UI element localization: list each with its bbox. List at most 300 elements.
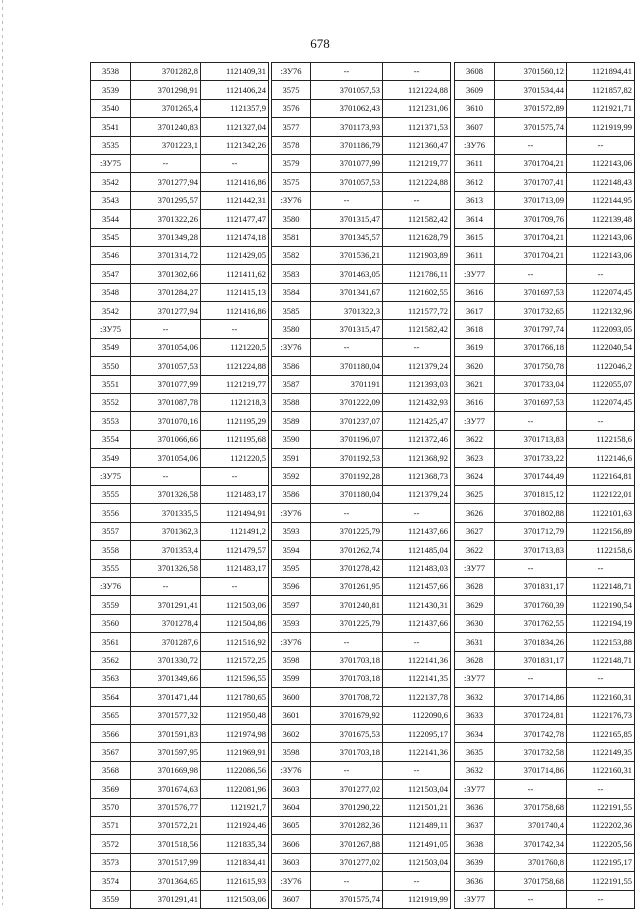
point-number-cell: 3632 (455, 688, 495, 706)
point-number-cell: 3546 (91, 246, 131, 264)
y-coordinate-cell: 1122194,19 (567, 614, 635, 632)
y-coordinate-cell: 1121950,48 (201, 706, 269, 724)
point-number-cell: 3596 (272, 577, 311, 595)
y-coordinate-cell: 1121602,55 (383, 283, 451, 301)
x-coordinate-cell: 3701330,72 (131, 651, 201, 669)
point-number-cell: :ЗУ77 (455, 890, 495, 908)
x-coordinate-cell: 3701831,17 (495, 651, 567, 669)
x-coordinate-cell: 3701225,79 (311, 614, 383, 632)
y-coordinate-cell: 1121224,88 (201, 357, 269, 375)
y-coordinate-cell: -- (383, 761, 451, 779)
table-row (455, 780, 635, 798)
point-number-cell: 3553 (91, 412, 131, 430)
x-coordinate-cell: 3701277,94 (131, 302, 201, 320)
x-coordinate-cell: 3701062,43 (311, 99, 383, 117)
table-row (272, 522, 451, 540)
x-coordinate-cell: 3701077,99 (131, 375, 201, 393)
x-coordinate-cell: 3701057,53 (311, 173, 383, 191)
table-row (272, 394, 451, 412)
table-row (91, 81, 269, 99)
y-coordinate-cell: 1122156,89 (567, 522, 635, 540)
y-coordinate-cell: 1122205,56 (567, 835, 635, 853)
point-number-cell: 3572 (91, 835, 131, 853)
table-row (455, 228, 635, 246)
table-row (91, 504, 269, 522)
x-coordinate-cell: -- (495, 669, 567, 687)
y-coordinate-cell: 1121437,66 (383, 614, 451, 632)
point-number-cell: :ЗУ76 (272, 872, 311, 890)
table-row (91, 743, 269, 761)
x-coordinate-cell: 3701282,36 (311, 817, 383, 835)
table-row (455, 320, 635, 338)
table-row (91, 283, 269, 301)
y-coordinate-cell: 1121327,04 (201, 118, 269, 136)
coordinates-table-right (454, 62, 635, 909)
x-coordinate-cell: 3701364,65 (131, 872, 201, 890)
x-coordinate-cell: 3701070,16 (131, 412, 201, 430)
y-coordinate-cell: 1121834,41 (201, 853, 269, 871)
y-coordinate-cell: 1121483,03 (383, 559, 451, 577)
x-coordinate-cell: 3701766,18 (495, 338, 567, 356)
y-coordinate-cell: -- (201, 467, 269, 485)
x-coordinate-cell: 3701815,12 (495, 485, 567, 503)
x-coordinate-cell: 3701463,05 (311, 265, 383, 283)
table-row (91, 357, 269, 375)
table-row (272, 320, 451, 338)
point-number-cell: 3614 (455, 210, 495, 228)
point-number-cell: 3598 (272, 743, 311, 761)
table-row (272, 559, 451, 577)
table-row (272, 504, 451, 522)
point-number-cell: 3569 (91, 780, 131, 798)
y-coordinate-cell: 1122158,6 (567, 430, 635, 448)
table-row (455, 504, 635, 522)
point-number-cell: 3562 (91, 651, 131, 669)
x-coordinate-cell: 3701240,83 (131, 118, 201, 136)
table-row (91, 872, 269, 890)
x-coordinate-cell: 3701054,06 (131, 449, 201, 467)
table-row (455, 338, 635, 356)
y-coordinate-cell: 1121503,06 (201, 596, 269, 614)
table-row (455, 688, 635, 706)
point-number-cell: :ЗУ76 (272, 338, 311, 356)
table-row (455, 375, 635, 393)
table-row (272, 357, 451, 375)
y-coordinate-cell: 1122046,2 (567, 357, 635, 375)
table-row (272, 835, 451, 853)
point-number-cell: 3556 (91, 504, 131, 522)
y-coordinate-cell: 1121503,04 (383, 780, 451, 798)
x-coordinate-cell: 3701713,09 (495, 191, 567, 209)
point-number-cell: :ЗУ75 (91, 154, 131, 172)
y-coordinate-cell: 1122055,07 (567, 375, 635, 393)
y-coordinate-cell: 1122143,06 (567, 154, 635, 172)
x-coordinate-cell: 3701326,58 (131, 559, 201, 577)
x-coordinate-cell: 3701314,72 (131, 246, 201, 264)
y-coordinate-cell: 1122149,35 (567, 743, 635, 761)
x-coordinate-cell: 3701534,44 (495, 81, 567, 99)
y-coordinate-cell: 1122160,31 (567, 688, 635, 706)
table-row (455, 449, 635, 467)
point-number-cell: 3551 (91, 375, 131, 393)
y-coordinate-cell: 1122143,06 (567, 228, 635, 246)
y-coordinate-cell: 1121921,71 (567, 99, 635, 117)
point-number-cell: 3587 (272, 375, 311, 393)
table-row (272, 283, 451, 301)
y-coordinate-cell: -- (383, 872, 451, 890)
table-row (272, 136, 451, 154)
point-number-cell: 3636 (455, 872, 495, 890)
x-coordinate-cell: 3701834,26 (495, 633, 567, 651)
point-number-cell: 3603 (272, 780, 311, 798)
y-coordinate-cell: 1122137,78 (383, 688, 451, 706)
y-coordinate-cell: 1121582,42 (383, 210, 451, 228)
y-coordinate-cell: 1121596,55 (201, 669, 269, 687)
point-number-cell: 3579 (272, 154, 311, 172)
y-coordinate-cell: 1121516,92 (201, 633, 269, 651)
y-coordinate-cell: 1121474,18 (201, 228, 269, 246)
point-number-cell: 3611 (455, 154, 495, 172)
table-row (91, 835, 269, 853)
coordinates-table-middle (271, 62, 451, 909)
point-number-cell: 3589 (272, 412, 311, 430)
point-number-cell: 3623 (455, 449, 495, 467)
y-coordinate-cell: -- (567, 412, 635, 430)
table-row (272, 467, 451, 485)
y-coordinate-cell: 1121503,04 (383, 853, 451, 871)
y-coordinate-cell: 1121615,93 (201, 872, 269, 890)
table-row (91, 265, 269, 283)
x-coordinate-cell: 3701054,06 (131, 338, 201, 356)
y-coordinate-cell: 1121371,53 (383, 118, 451, 136)
table-row (455, 154, 635, 172)
point-number-cell: 3566 (91, 725, 131, 743)
y-coordinate-cell: 1121218,3 (201, 394, 269, 412)
x-coordinate-cell: 3701724,81 (495, 706, 567, 724)
y-coordinate-cell: -- (567, 890, 635, 908)
point-number-cell: 3602 (272, 725, 311, 743)
table-row (455, 81, 635, 99)
y-coordinate-cell: -- (383, 63, 451, 81)
point-number-cell: 3632 (455, 761, 495, 779)
point-number-cell: 3549 (91, 449, 131, 467)
point-number-cell: 3564 (91, 688, 131, 706)
x-coordinate-cell: 3701576,77 (131, 798, 201, 816)
y-coordinate-cell: 1121572,25 (201, 651, 269, 669)
x-coordinate-cell: 3701277,02 (311, 853, 383, 871)
x-coordinate-cell: 3701732,58 (495, 743, 567, 761)
point-number-cell: :ЗУ76 (272, 191, 311, 209)
point-number-cell: 3622 (455, 541, 495, 559)
y-coordinate-cell: 1122191,55 (567, 872, 635, 890)
table-row (455, 63, 635, 81)
table-row (272, 761, 451, 779)
table-row (91, 761, 269, 779)
x-coordinate-cell: 3701679,92 (311, 706, 383, 724)
table-row (455, 118, 635, 136)
table-row (91, 688, 269, 706)
point-number-cell: 3544 (91, 210, 131, 228)
y-coordinate-cell: 1121504,86 (201, 614, 269, 632)
x-coordinate-cell: 3701697,53 (495, 394, 567, 412)
point-number-cell: 3610 (455, 99, 495, 117)
table-row (455, 283, 635, 301)
y-coordinate-cell: 1121393,03 (383, 375, 451, 393)
point-number-cell: :ЗУ76 (272, 633, 311, 651)
point-number-cell: 3573 (91, 853, 131, 871)
y-coordinate-cell: -- (567, 265, 635, 283)
x-coordinate-cell: 3701831,17 (495, 577, 567, 595)
point-number-cell: 3590 (272, 430, 311, 448)
x-coordinate-cell: 3701733,04 (495, 375, 567, 393)
table-row (91, 853, 269, 871)
point-number-cell: :ЗУ76 (91, 577, 131, 595)
point-number-cell: 3608 (455, 63, 495, 81)
table-row (91, 63, 269, 81)
table-row (455, 136, 635, 154)
x-coordinate-cell: 3701597,95 (131, 743, 201, 761)
y-coordinate-cell: 1122141,35 (383, 669, 451, 687)
y-coordinate-cell: -- (567, 136, 635, 154)
x-coordinate-cell: 3701669,98 (131, 761, 201, 779)
point-number-cell: 3559 (91, 596, 131, 614)
y-coordinate-cell: 1122074,45 (567, 283, 635, 301)
y-coordinate-cell: 1121477,47 (201, 210, 269, 228)
y-coordinate-cell: 1122144,95 (567, 191, 635, 209)
point-number-cell: 3635 (455, 743, 495, 761)
table-row (272, 118, 451, 136)
y-coordinate-cell: -- (201, 154, 269, 172)
x-coordinate-cell: 3701223,1 (131, 136, 201, 154)
table-row (455, 302, 635, 320)
y-coordinate-cell: -- (567, 669, 635, 687)
x-coordinate-cell: 3701575,74 (311, 890, 383, 908)
y-coordinate-cell: 1121220,5 (201, 449, 269, 467)
y-coordinate-cell: -- (383, 338, 451, 356)
x-coordinate-cell: -- (131, 577, 201, 595)
point-number-cell: 3584 (272, 283, 311, 301)
point-number-cell: 3619 (455, 338, 495, 356)
table-row (272, 173, 451, 191)
x-coordinate-cell: 3701712,79 (495, 522, 567, 540)
x-coordinate-cell: 3701703,18 (311, 651, 383, 669)
table-row (272, 412, 451, 430)
table-row (455, 835, 635, 853)
table-row (91, 99, 269, 117)
point-number-cell: :ЗУ76 (272, 63, 311, 81)
y-coordinate-cell: 1121835,34 (201, 835, 269, 853)
point-number-cell: 3565 (91, 706, 131, 724)
point-number-cell: 3542 (91, 173, 131, 191)
y-coordinate-cell: 1121503,06 (201, 890, 269, 908)
table-row (455, 798, 635, 816)
x-coordinate-cell: 3701572,21 (131, 817, 201, 835)
table-row (91, 559, 269, 577)
point-number-cell: 3616 (455, 394, 495, 412)
x-coordinate-cell: 3701222,09 (311, 394, 383, 412)
table-row (455, 173, 635, 191)
x-coordinate-cell: 3701713,83 (495, 430, 567, 448)
y-coordinate-cell: 1122146,6 (567, 449, 635, 467)
table-row (272, 669, 451, 687)
y-coordinate-cell: 1121485,04 (383, 541, 451, 559)
point-number-cell: :ЗУ77 (455, 669, 495, 687)
table-row (272, 246, 451, 264)
point-number-cell: 3577 (272, 118, 311, 136)
y-coordinate-cell: 1121442,31 (201, 191, 269, 209)
y-coordinate-cell: 1121231,06 (383, 99, 451, 117)
table-row (91, 614, 269, 632)
x-coordinate-cell: 3701675,53 (311, 725, 383, 743)
x-coordinate-cell: 3701353,4 (131, 541, 201, 559)
table-row (455, 394, 635, 412)
y-coordinate-cell: 1121921,7 (201, 798, 269, 816)
point-number-cell: 3593 (272, 614, 311, 632)
y-coordinate-cell: 1121425,47 (383, 412, 451, 430)
table-row (272, 338, 451, 356)
x-coordinate-cell: 3701087,78 (131, 394, 201, 412)
point-number-cell: 3593 (272, 522, 311, 540)
table-row (455, 577, 635, 595)
point-number-cell: 3576 (272, 99, 311, 117)
x-coordinate-cell: 3701186,79 (311, 136, 383, 154)
table-row (272, 798, 451, 816)
table-row (91, 651, 269, 669)
y-coordinate-cell: 1121372,46 (383, 430, 451, 448)
x-coordinate-cell: 3701290,22 (311, 798, 383, 816)
point-number-cell: 3597 (272, 596, 311, 614)
point-number-cell: 3611 (455, 246, 495, 264)
y-coordinate-cell: 1121220,5 (201, 338, 269, 356)
y-coordinate-cell: 1121429,05 (201, 246, 269, 264)
y-coordinate-cell: 1121430,31 (383, 596, 451, 614)
x-coordinate-cell: -- (495, 780, 567, 798)
x-coordinate-cell: 3701703,18 (311, 669, 383, 687)
y-coordinate-cell: 1121379,24 (383, 485, 451, 503)
x-coordinate-cell: 3701196,07 (311, 430, 383, 448)
point-number-cell: 3624 (455, 467, 495, 485)
point-number-cell: 3554 (91, 430, 131, 448)
table-row (91, 577, 269, 595)
table-row (91, 191, 269, 209)
x-coordinate-cell: 3701180,04 (311, 357, 383, 375)
point-number-cell: 3586 (272, 485, 311, 503)
x-coordinate-cell: 3701704,21 (495, 228, 567, 246)
point-number-cell: 3603 (272, 853, 311, 871)
x-coordinate-cell: 3701733,22 (495, 449, 567, 467)
x-coordinate-cell: 3701284,27 (131, 283, 201, 301)
y-coordinate-cell: 1121360,47 (383, 136, 451, 154)
y-coordinate-cell: 1121342,26 (201, 136, 269, 154)
y-coordinate-cell: 1122093,05 (567, 320, 635, 338)
y-coordinate-cell: 1121415,13 (201, 283, 269, 301)
y-coordinate-cell: 1121357,9 (201, 99, 269, 117)
table-row (91, 725, 269, 743)
x-coordinate-cell: 3701714,86 (495, 761, 567, 779)
table-row (455, 246, 635, 264)
y-coordinate-cell: 1121780,65 (201, 688, 269, 706)
table-row (91, 522, 269, 540)
point-number-cell: 3607 (272, 890, 311, 908)
table-row (272, 449, 451, 467)
y-coordinate-cell: 1121379,24 (383, 357, 451, 375)
x-coordinate-cell: 3701577,32 (131, 706, 201, 724)
table-row (91, 394, 269, 412)
point-number-cell: 3557 (91, 522, 131, 540)
y-coordinate-cell: 1122101,63 (567, 504, 635, 522)
table-row (455, 210, 635, 228)
point-number-cell: 3555 (91, 485, 131, 503)
table-row (272, 853, 451, 871)
y-coordinate-cell: -- (201, 577, 269, 595)
table-row (91, 320, 269, 338)
x-coordinate-cell: 3701572,89 (495, 99, 567, 117)
table-row (272, 743, 451, 761)
table-row (91, 246, 269, 264)
point-number-cell: 3634 (455, 725, 495, 743)
table-row (91, 798, 269, 816)
y-coordinate-cell: 1121924,46 (201, 817, 269, 835)
point-number-cell: 3581 (272, 228, 311, 246)
table-row (272, 817, 451, 835)
x-coordinate-cell: 3701173,93 (311, 118, 383, 136)
x-coordinate-cell: 3701322,3 (311, 302, 383, 320)
point-number-cell: 3535 (91, 136, 131, 154)
x-coordinate-cell: 3701291,41 (131, 890, 201, 908)
y-coordinate-cell: 1122081,96 (201, 780, 269, 798)
y-coordinate-cell: 1121195,68 (201, 430, 269, 448)
table-row (272, 688, 451, 706)
point-number-cell: 3549 (91, 338, 131, 356)
x-coordinate-cell: 3701591,83 (131, 725, 201, 743)
x-coordinate-cell: -- (495, 265, 567, 283)
x-coordinate-cell: 3701345,57 (311, 228, 383, 246)
y-coordinate-cell: 1122132,96 (567, 302, 635, 320)
x-coordinate-cell: 3701349,28 (131, 228, 201, 246)
point-number-cell: :ЗУ77 (455, 559, 495, 577)
point-number-cell: 3612 (455, 173, 495, 191)
table-row (272, 191, 451, 209)
point-number-cell: 3588 (272, 394, 311, 412)
y-coordinate-cell: 1121368,73 (383, 467, 451, 485)
table-row (455, 485, 635, 503)
y-coordinate-cell: 1122160,31 (567, 761, 635, 779)
point-number-cell: 3638 (455, 835, 495, 853)
table-row (455, 817, 635, 835)
table-row (272, 485, 451, 503)
point-number-cell: 3578 (272, 136, 311, 154)
y-coordinate-cell: 1121219,77 (383, 154, 451, 172)
table-row (272, 375, 451, 393)
table-row (455, 706, 635, 724)
table-row (91, 633, 269, 651)
y-coordinate-cell: 1121501,21 (383, 798, 451, 816)
point-number-cell: 3633 (455, 706, 495, 724)
table-row (91, 210, 269, 228)
point-number-cell: 3606 (272, 835, 311, 853)
table-row (272, 725, 451, 743)
point-number-cell: 3541 (91, 118, 131, 136)
x-coordinate-cell: -- (131, 467, 201, 485)
point-number-cell: 3583 (272, 265, 311, 283)
point-number-cell: 3563 (91, 669, 131, 687)
table-row (455, 430, 635, 448)
table-row (272, 302, 451, 320)
y-coordinate-cell: 1121457,66 (383, 577, 451, 595)
point-number-cell: 3629 (455, 596, 495, 614)
y-coordinate-cell: 1122165,85 (567, 725, 635, 743)
point-number-cell: 3617 (455, 302, 495, 320)
